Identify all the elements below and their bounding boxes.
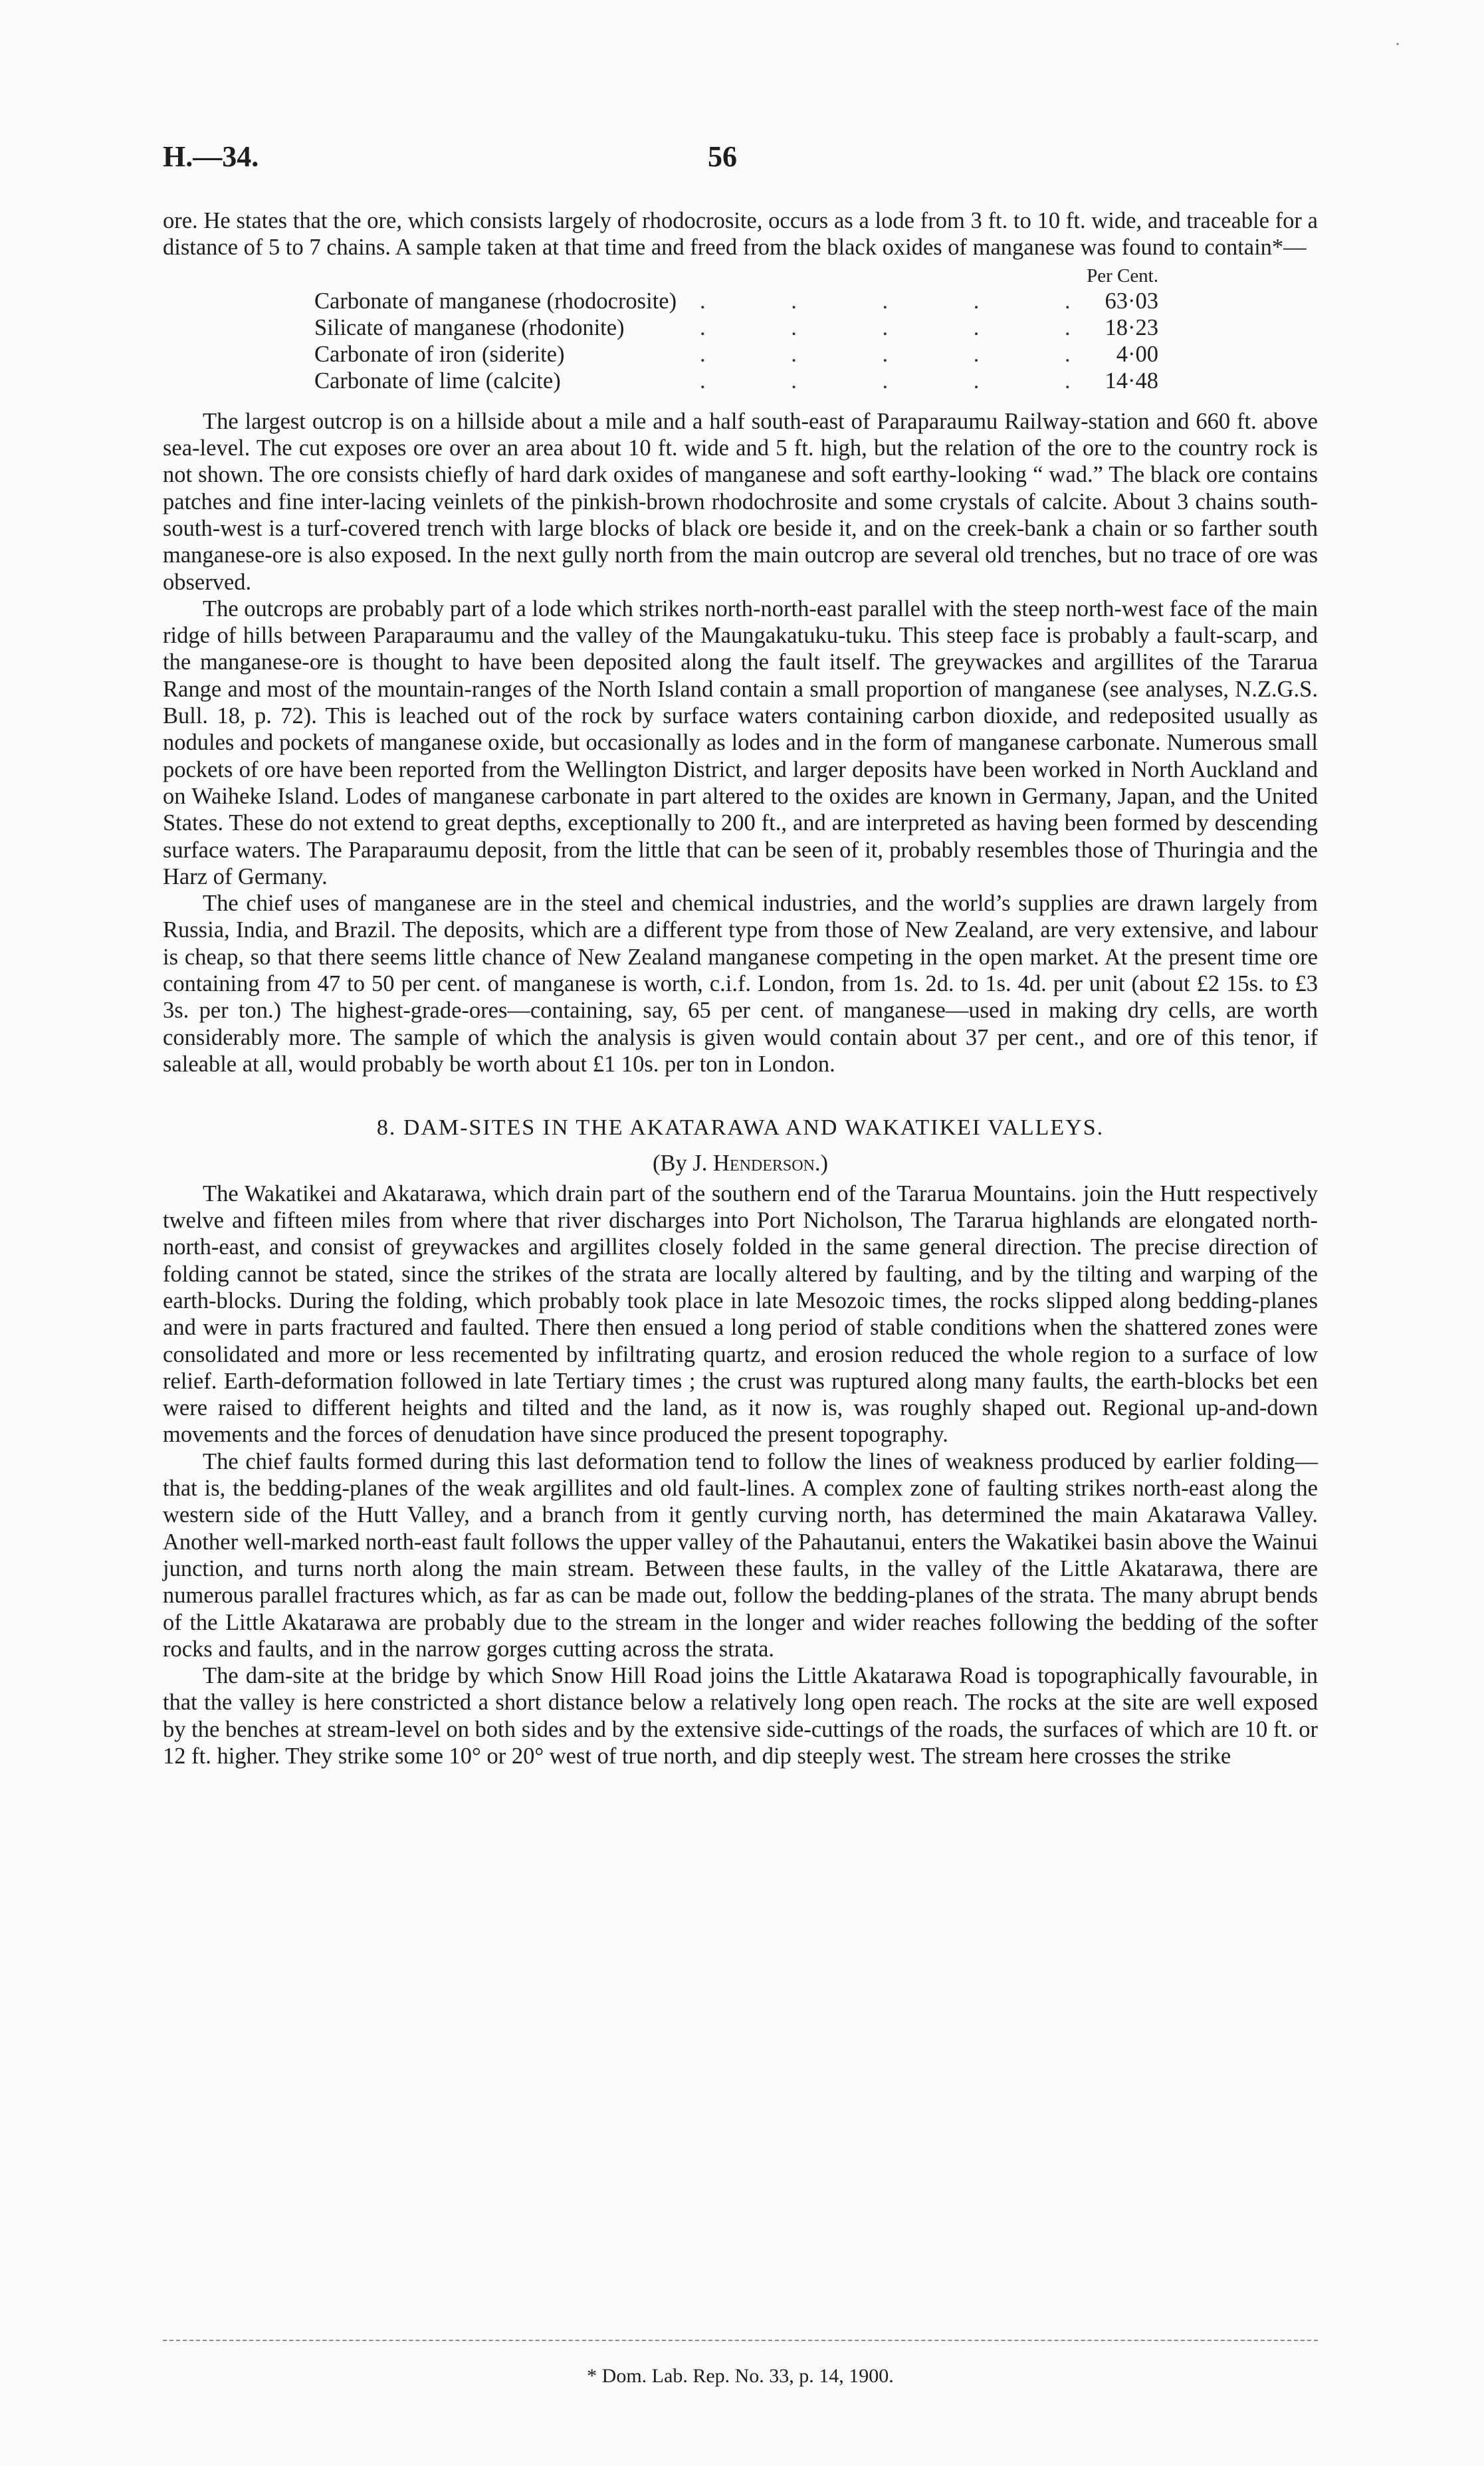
paragraph-7: The dam-site at the bridge by which Snow Hill Road joins the Little Akatarawa Road is topographically favourable, in that the valley is here constricted a short distance below a relatively long open reach. The rocks at the site are well exposed by the benches at stream-level on both sides and by the extensive side-cuttings of the roads, the surfaces of which are 10 ft. or 12 ft. higher. They strike some 10° or 20° west of true north, and dip steeply west. The stream here crosses the strike	[163, 1663, 1318, 1769]
analysis-mineral: Carbonate of iron (siderite)	[314, 342, 565, 368]
section-byline	[163, 1150, 1318, 1177]
author-name: Henderson	[713, 1150, 815, 1176]
document-id: H.—34.	[163, 140, 259, 173]
paragraph-1: ore. He states that the ore, which consists largely of rhodocrosite, occurs as a lode from 3 ft. to 10 ft. wide, and traceable for a distance of 5 to 7 chains. A sample taken at that time and freed from the black oxides of manganese was found to contain*—	[163, 208, 1318, 261]
leader-dots: . . . . .	[700, 368, 1111, 394]
page-number: 56	[708, 140, 737, 173]
paragraph-2: The largest outcrop is on a hillside about a mile and a half south-east of Paraparaumu Railway-station and 660 ft. above sea-level. The cut exposes ore over an area about 10 ft. wide and 5 ft. high, but the relation of the ore to the country rock is not shown. The ore consists chiefly of hard dark oxides of manganese and soft earthy-looking “ wad.” The black ore contains patches and fine inter-lacing veinlets of the pinkish-brown rhodochrosite and some crystals of calcite. About 3 chains south-south-west is a turf-covered trench with large blocks of black ore beside it, and on the creek-bank a chain or so farther south manganese-ore is also exposed. In the next gully north from the main outcrop are several old trenches, but no trace of ore was observed.	[163, 408, 1318, 595]
analysis-row	[314, 288, 1172, 314]
analysis-value: 14·48	[1105, 368, 1158, 394]
analysis-row	[314, 368, 1172, 394]
leader-dots: . . . . .	[700, 342, 1111, 368]
paragraph-6: The chief faults formed during this last deformation tend to follow the lines of weakness produced by earlier folding—that is, the bedding-planes of the weak argillites and old fault-lines. A complex zone of faulting strikes north-east along the western side of the Hutt Valley, and a branch from it gently curving north, has determined the main Akatarawa Valley. Another well-marked north-east fault follows the upper valley of the Pahautanui, enters the Wakatikei basin above the Wainui junction, and turns north along the main stream. Between these faults, in the valley of the Little Akatarawa, there are numerous parallel fractures which, as far as can be made out, follow the bedding-planes of the strata. The many abrupt bends of the Little Akatarawa are probably due to the stream in the longer and wider reaches following the bedding of the softer rocks and faults, and in the narrow gorges cutting across the strata.	[163, 1448, 1318, 1662]
section-title: 8. DAM-SITES IN THE AKATARAWA AND WAKATIKEI VALLEYS.	[376, 1115, 1105, 1141]
leader-dots: . . . . .	[700, 288, 1111, 314]
byline-suffix: .)	[814, 1150, 829, 1176]
footnote: * Dom. Lab. Rep. No. 33, p. 14, 1900.	[587, 2365, 894, 2387]
document-body	[163, 207, 1318, 1769]
footnote-rule	[163, 2340, 1318, 2341]
analysis-table	[314, 264, 1172, 395]
paragraph-3: The outcrops are probably part of a lode which strikes north-north-east parallel with the steep north-west face of the main ridge of hills between Paraparaumu and the valley of the Maungakatuku-tuku. This steep face is probably a fault-scarp, and the manganese-ore is thought to have been deposited along the fault itself. The greywackes and argillites of the Tararua Range and most of the mountain-ranges of the North Island contain a small proportion of manganese (see analyses, N.Z.G.S. Bull. 18, p. 72). This is leached out of the rock by surface waters containing carbon dioxide, and redeposited usually as nodules and pockets of manganese oxide, but occasionally as lodes and in the form of manganese carbonate. Numerous small pockets of ore have been reported from the Wellington District, and larger deposits have been worked in North Auckland and on Waiheke Island. Lodes of manganese carbonate in part altered to the oxides are known in Germany, Japan, and the United States. These do not extend to great depths, exceptionally to 200 ft., and are interpreted as having been formed by descending surface waters. The Paraparaumu deposit, from the little that can be seen of it, probably resembles those of Thuringia and the Harz of Germany.	[163, 596, 1318, 889]
analysis-mineral: Carbonate of manganese (rhodocrosite)	[314, 288, 677, 314]
paragraph-5: The Wakatikei and Akatarawa, which drain part of the southern end of the Tararua Mountains. join the Hutt respectively twelve and fifteen miles from where that river discharges into Port Nicholson, The Tararua highlands are elongated north-north-east, and consist of greywackes and argillites closely folded in the same general direction. The precise direction of folding cannot be stated, since the strikes of the strata are locally altered by faulting, and by the tilting and warping of the earth-blocks. During the folding, which probably took place in late Mesozoic times, the rocks slipped along bedding-planes and were in parts fractured and faulted. There then ensued a long period of stable conditions when the shattered zones were consolidated and more or less recemented by infiltrating quartz, and erosion reduced the whole region to a surface of low relief. Earth-deformation followed in late Tertiary times ; the crust was ruptured along many faults, the earth-blocks bet een were raised to different heights and tilted and the land, as it now is, was roughly shaped out. Regional up-and-down movements and the forces of denudation have since produced the present topography.	[163, 1180, 1318, 1448]
margin-mark: ·	[1394, 33, 1401, 55]
analysis-row	[314, 314, 1172, 341]
analysis-value: 18·23	[1105, 314, 1158, 340]
byline-prefix: (By J.	[652, 1150, 713, 1176]
paragraph-4: The chief uses of manganese are in the steel and chemical industries, and the world’s supplies are drawn largely from Russia, India, and Brazil. The deposits, which are a different type from those of New Zealand, are very extensive, and labour is cheap, so that there seems little chance of New Zealand manganese competing in the open market. At the present time ore containing from 47 to 50 per cent. of manganese is worth, c.i.f. London, from 1s. 2d. to 1s. 4d. per unit (about £2 15s. to £3 3s. per ton.) The highest-grade-ores—containing, say, 65 per cent. of manganese—used in making dry cells, are worth considerably more. The sample of which the analysis is given would contain about 37 per cent., and ore of this tenor, if saleable at all, would probably be worth about £1 10s. per ton in London.	[163, 891, 1318, 1077]
analysis-row	[314, 341, 1172, 368]
page-header	[163, 33, 1401, 179]
analysis-mineral: Carbonate of lime (calcite)	[314, 368, 561, 394]
analysis-value: 4·00	[1116, 342, 1158, 368]
analysis-unit-header: Per Cent.	[1087, 265, 1158, 286]
analysis-mineral: Silicate of manganese (rhodonite)	[314, 314, 625, 340]
leader-dots: . . . . .	[700, 314, 1111, 340]
analysis-value: 63·03	[1105, 288, 1158, 314]
